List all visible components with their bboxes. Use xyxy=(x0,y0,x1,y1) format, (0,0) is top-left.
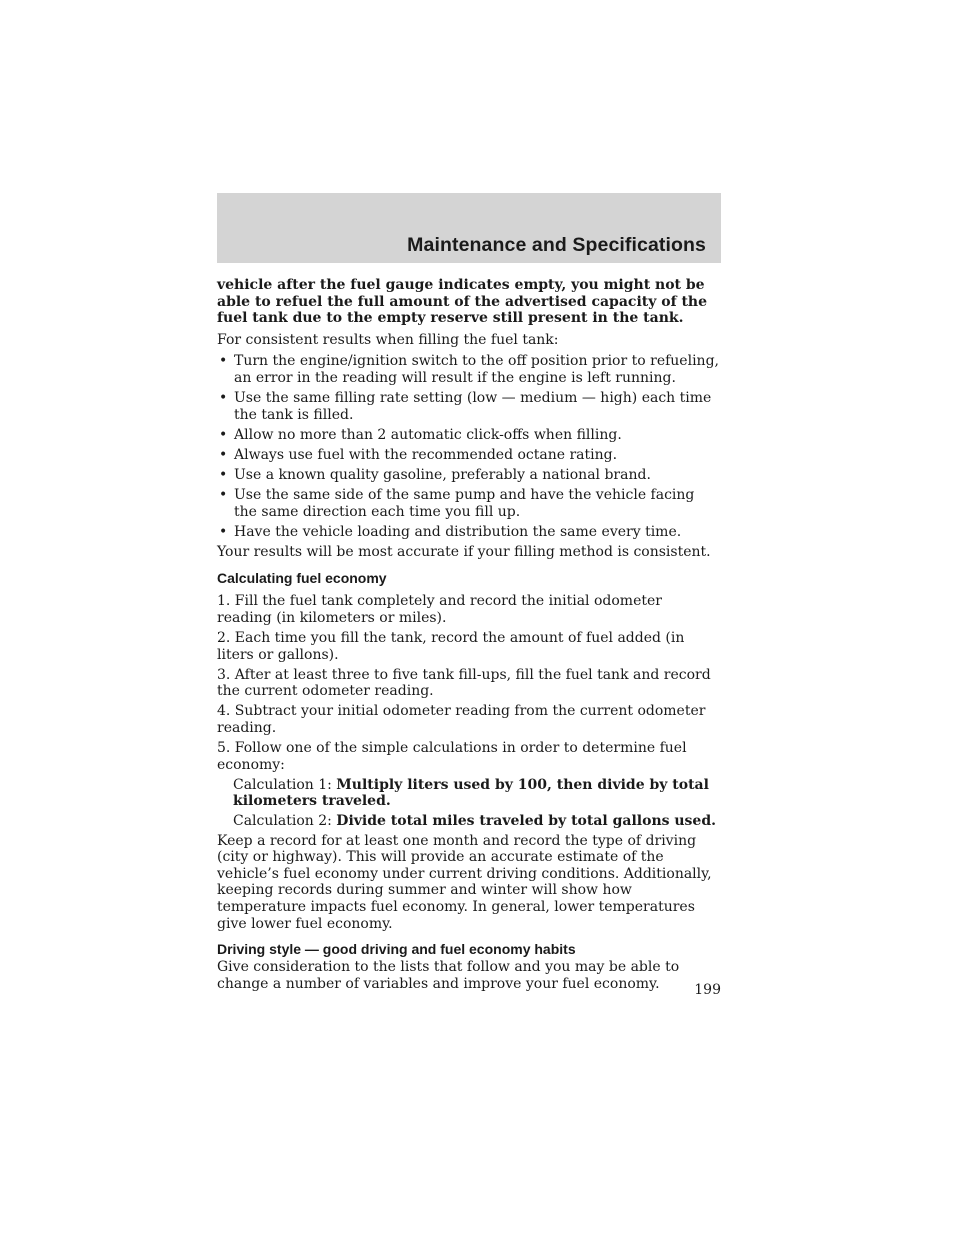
bullet-icon: • xyxy=(219,353,228,370)
bullet-icon: • xyxy=(219,487,228,504)
filling-tips-list xyxy=(217,353,721,540)
page-content xyxy=(217,277,721,992)
calculation-1-label: Calculation 1: xyxy=(233,776,332,793)
section-header-band xyxy=(217,193,721,263)
step-4: 4. Subtract your initial odometer reading from the current odometer reading. xyxy=(217,703,706,737)
list-item: • Always use fuel with the recommended octane rating. xyxy=(219,446,618,463)
bullet-icon: • xyxy=(219,426,228,443)
step-5: 5. Follow one of the simple calculations in order to determine fuel economy: xyxy=(217,740,687,773)
intro-warning-text: vehicle after the fuel gauge indicates empty, you might not be able to refuel the full amount of the advertised capacity of the fuel tank due to the empty reserve still present in the tank. xyxy=(217,277,708,327)
section-title: Maintenance and Specifications xyxy=(407,234,706,256)
bullet-icon: • xyxy=(219,466,228,483)
driving-style-paragraph: Give consideration to the lists that follow and you may be able to change a number of variables and improve your fuel economy. xyxy=(217,959,680,992)
list-item: • Use the same side of the same pump and have the vehicle facing the same direction each time you fill up. xyxy=(219,487,695,520)
bullet-icon: • xyxy=(219,446,228,463)
calculation-2 xyxy=(217,813,721,830)
calculation-1-formula: Multiply liters used by 100, then divide by total kilometers traveled. xyxy=(233,776,709,810)
list-item: • Have the vehicle loading and distribution the same every time. xyxy=(219,523,682,540)
results-note: Your results will be most accurate if your filling method is consistent. xyxy=(217,543,711,560)
driving-style-heading: Driving style — good driving and fuel economy habits xyxy=(217,941,576,958)
list-item: • Use the same filling rate setting (low — medium — high) each time the tank is filled. xyxy=(219,390,712,423)
record-keeping-paragraph: Keep a record for at least one month and record the type of driving (city or highway). This will provide an accurate estimate of the vehicle’s fuel economy under current driving conditions. Additionally, keeping records during summer and winter will show how temperature impacts fuel economy. In general, lower temperatures give lower fuel economy. xyxy=(217,832,712,932)
list-item: • Use a known quality gasoline, preferably a national brand. xyxy=(219,466,651,483)
bullet-icon: • xyxy=(219,523,228,540)
step-2: 2. Each time you fill the tank, record the amount of fuel added (in liters or gallons). xyxy=(217,630,685,663)
list-item: • Turn the engine/ignition switch to the off position prior to refueling, an error in the reading will result if the engine is left running. xyxy=(219,353,719,386)
page-number: 199 xyxy=(694,982,721,998)
calculation-1 xyxy=(217,777,721,810)
calculation-2-label: Calculation 2: xyxy=(233,813,332,830)
step-3: 3. After at least three to five tank fill-ups, fill the fuel tank and record the current odometer reading. xyxy=(217,666,711,700)
list-item: • Allow no more than 2 automatic click-offs when filling. xyxy=(219,426,622,443)
calculation-2-formula: Divide total miles traveled by total gallons used. xyxy=(336,813,717,830)
bullet-icon: • xyxy=(219,390,228,407)
consistent-results-lead: For consistent results when filling the fuel tank: xyxy=(217,331,559,348)
step-1: 1. Fill the fuel tank completely and record the initial odometer reading (in kilometers or miles). xyxy=(217,593,662,626)
calculating-fuel-economy-heading: Calculating fuel economy xyxy=(217,570,387,587)
